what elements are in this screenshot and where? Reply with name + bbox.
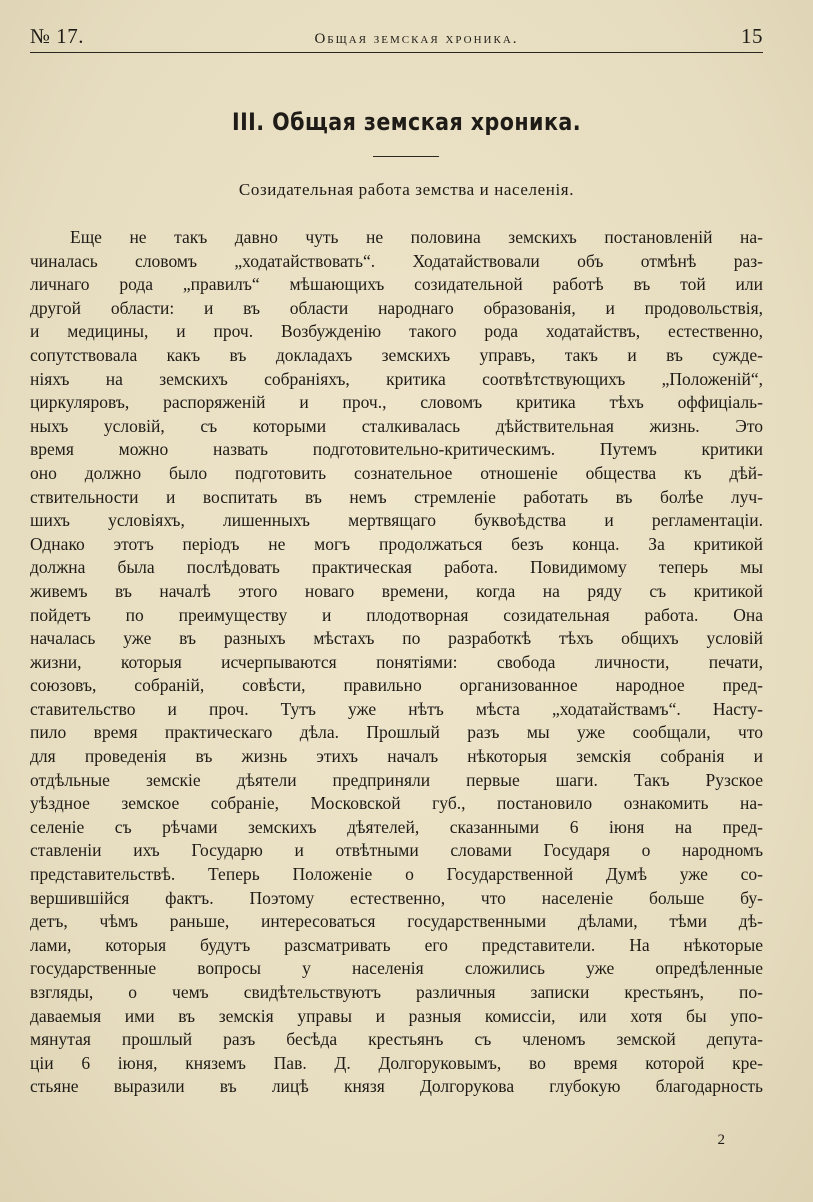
text-line: представительствѣ. Теперь Положеніе о Государственной Думѣ уже со- [30, 864, 763, 885]
text-line: личнаго рода „правилъ“ мѣшающихъ созидательной работѣ въ той или [30, 274, 763, 295]
issue-number: № 17. [30, 24, 85, 48]
text-line: Еще не такъ давно чуть не половина земскихъ постановленій на- [70, 227, 763, 247]
text-line: государственные вопросы у населенія сложились уже опредѣленные [30, 958, 763, 979]
section-subtitle: Созидательная работа земства и населенія. [238, 180, 575, 199]
text-line: ныхъ условій, съ которыми сталкивалась дѣйствительная жизнь. Это [30, 415, 763, 436]
text-line: детъ, чѣмъ раньше, интересоваться государственными дѣлами, тѣми дѣ- [30, 911, 763, 932]
text-line: даваемыя ими въ земскія управы и разныя комиссіи, или хотя бы упо- [30, 1005, 763, 1026]
text-line: циркуляровъ, распоряженій и проч., словомъ критика тѣхъ оффиціаль- [30, 392, 763, 413]
text-line: ставительство и проч. Тутъ уже нѣтъ мѣста „ходатайствамъ“. Насту- [30, 698, 763, 719]
text-line: ніяхъ на земскихъ собраніяхъ, критика соотвѣтствующихъ „Положеній“, [30, 368, 763, 389]
body-text [30, 226, 763, 1099]
text-line: Однако этотъ періодъ не могъ продолжаться безъ конца. За критикой [30, 533, 763, 554]
running-title: Общая земская хроника. [314, 31, 519, 47]
text-line: ствительности и воспитать въ немъ стремленіе работать въ болѣе луч- [30, 486, 763, 507]
text-line: вершившійся фактъ. Поэтому естественно, что населеніе больше бу- [30, 887, 763, 908]
text-line: живемъ въ началѣ этого новаго времени, когда на ряду съ критикой [30, 580, 763, 601]
text-line: должна была послѣдовать практическая работа. Повидимому теперь мы [30, 557, 763, 578]
section-title: III. Общая земская хроника. [231, 108, 582, 136]
text-line: ставленіи ихъ Государю и отвѣтными словами Государя о народномъ [30, 840, 763, 861]
text-line: шихъ условіяхъ, лишенныхъ мертвящаго буквоѣдства и регламентаціи. [30, 510, 763, 531]
text-line: взгляды, о чемъ свидѣтельствуютъ различныя записки крестьянъ, по- [30, 982, 763, 1002]
text-line: для проведенія въ жизнь этихъ началъ нѣкоторыя земскія собранія и [30, 746, 763, 767]
text-line: началась уже въ разныхъ мѣстахъ по разработкѣ тѣхъ общихъ условій [30, 628, 763, 649]
header-rule [30, 52, 763, 53]
text-line: стьяне выразили въ лицѣ князя Долгорукова глубокую благодарность [30, 1076, 763, 1097]
text-line: ціи 6 іюня, княземъ Пав. Д. Долгоруковымъ, во время которой кре- [30, 1052, 763, 1073]
page-number: 15 [741, 24, 763, 48]
title-divider [373, 156, 439, 157]
text-line: отдѣльные земскіе дѣятели предприняли первые шаги. Такъ Рузское [30, 769, 763, 790]
text-line: союзовъ, собраній, совѣсти, правильно организованное народное пред- [30, 675, 763, 696]
text-line: селеніе съ рѣчами земскихъ дѣятелей, сказанными 6 іюня на пред- [30, 816, 763, 837]
text-line: мянутая прошлый разъ бесѣда крестьянъ съ членомъ земской депута- [30, 1029, 763, 1050]
running-header [30, 24, 763, 54]
text-line: другой области: и въ области народнаго образованія, и продовольствія, [30, 297, 763, 318]
text-line: оно должно было подготовить сознательное отношеніе общества къ дѣй- [30, 462, 763, 483]
text-line: жизни, которыя исчерпываются понятіями: свобода личности, печати, [30, 651, 763, 672]
text-line: сопутствовала какъ въ докладахъ земскихъ управъ, такъ и въ сужде- [30, 344, 763, 365]
text-line: лами, которыя будутъ разсматривать его представители. На нѣкоторые [30, 934, 763, 955]
text-line: уѣздное земское собраніе, Московской губ., постановило ознакомить на- [30, 793, 763, 814]
text-line: время можно назвать подготовительно-критическимъ. Путемъ критики [30, 439, 763, 460]
text-line: пойдетъ по преимуществу и плодотворная созидательная работа. Она [30, 604, 763, 625]
sheet-number: 2 [717, 1132, 725, 1148]
text-line: пило время практическаго дѣла. Прошлый разъ мы уже сообщали, что [30, 722, 763, 743]
text-line: чиналась словомъ „ходатайствовать“. Ходатайствовали объ отмѣнѣ раз- [30, 250, 763, 271]
text-line: и медицины, и проч. Возбужденію такого рода ходатайствъ, естественно, [30, 321, 763, 342]
